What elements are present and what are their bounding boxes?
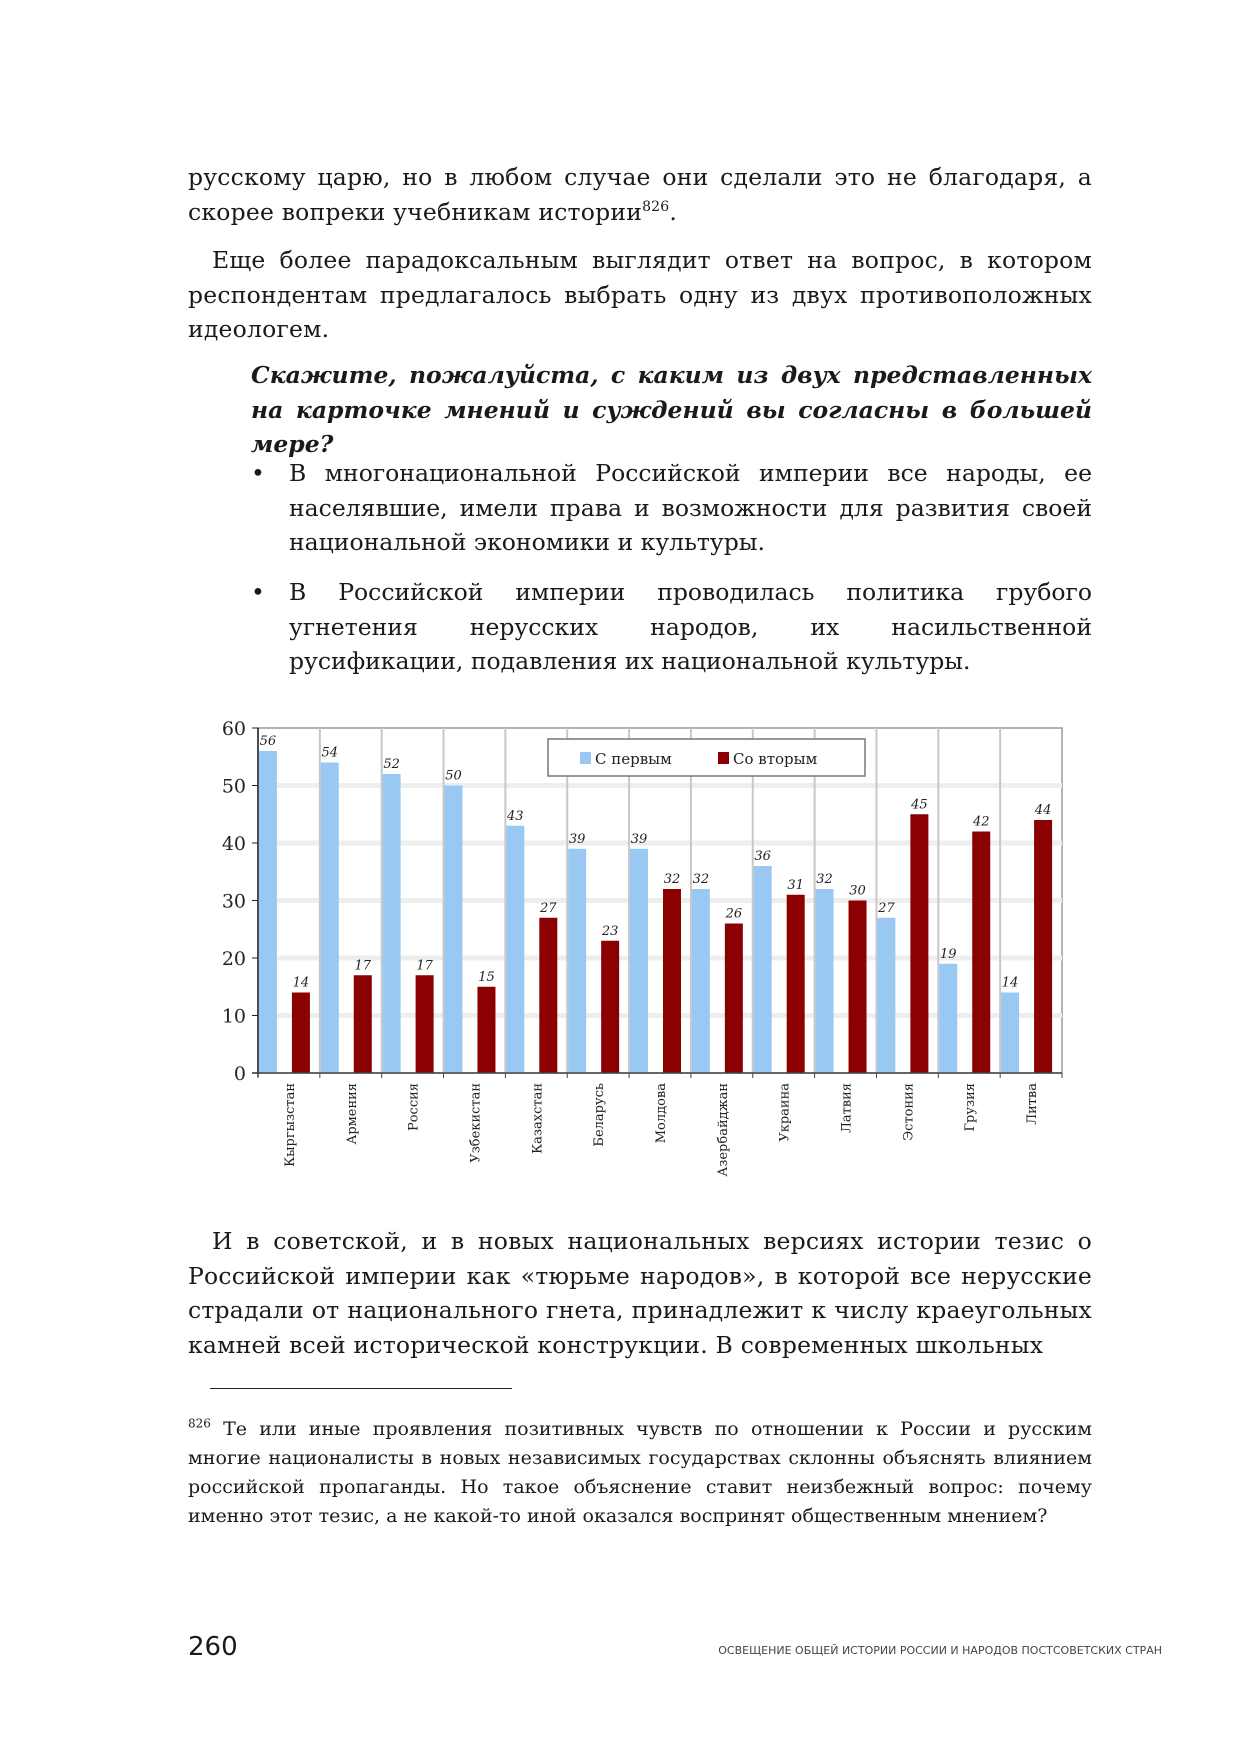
data-label: 30 (849, 883, 866, 899)
data-label: 32 (663, 872, 681, 887)
legend-label: С первым (595, 750, 672, 768)
y-tick-label: 40 (221, 833, 246, 855)
answer-option-1 (251, 456, 1092, 560)
x-tick-label: Армения (344, 1083, 360, 1145)
bar-second (1034, 820, 1052, 1073)
data-label: 50 (445, 768, 462, 784)
data-label: 23 (601, 923, 619, 939)
bar-first (630, 849, 648, 1073)
data-label: 26 (725, 906, 743, 922)
x-tick-label: Молдова (654, 1083, 669, 1144)
bar-second (972, 832, 990, 1074)
running-title: ОСВЕЩЕНИЕ ОБЩЕЙ ИСТОРИИ РОССИИ И НАРОДОВ ПОСТСОВЕТСКИХ СТРАН (718, 1644, 1162, 1657)
data-label: 14 (1001, 975, 1019, 991)
y-tick-label: 10 (221, 1005, 246, 1028)
answer-option-2 (251, 575, 1092, 679)
y-tick-label: 20 (221, 948, 246, 970)
bar-second (663, 889, 681, 1073)
footnote-number: 826 (188, 1416, 211, 1431)
bar-first (1001, 993, 1019, 1074)
x-tick-label: Украина (777, 1083, 793, 1142)
paragraph-2: Еще более парадоксальным выглядит ответ на вопрос, в котором респондентам предлагалось выбрать одну из двух противоположных идеологем. (188, 246, 1092, 343)
footnote-text: Те или иные проявления позитивных чувств по отношении к России и русским многие националисты в новых независимых государствах склонны объяснять влиянием российской пропаганды. Но такое объяснение ставит неизбежный вопрос: почему именно этот тезис, а не какой-то иной оказался воспринят общественным мнением? (188, 1418, 1092, 1527)
answer-option-1-text: В многонациональной Российской империи все народы, ее населявшие, имели права и возможности для развития своей национальной экономики и культуры. (289, 459, 1092, 556)
bar-first (877, 918, 895, 1073)
paragraph-3: И в советской, и в новых национальных версиях истории тезис о Российской империи как «тюрьме народов», в которой все нерусские страдали от национального гнета, принадлежит к числу краеугольных камней всей исторической конструкции. В современных школьных (188, 1227, 1092, 1359)
x-tick-label: Эстония (901, 1083, 917, 1141)
data-label: 14 (292, 975, 310, 991)
bar-second (292, 993, 310, 1074)
bullet-icon: • (251, 459, 265, 487)
x-tick-label: Литва (1025, 1083, 1041, 1125)
data-label: 45 (911, 797, 928, 813)
paragraph-1 (188, 160, 1092, 229)
legend-label: Со вторым (733, 750, 818, 768)
footnote-reference[interactable]: 826 (642, 198, 670, 215)
bar-chart (200, 705, 1080, 1205)
bar-first (259, 751, 277, 1073)
data-label: 39 (630, 831, 648, 847)
x-tick-label: Россия (406, 1083, 422, 1132)
data-label: 43 (507, 808, 524, 824)
legend (548, 739, 865, 776)
bar-first (321, 763, 339, 1074)
data-label: 54 (321, 745, 339, 761)
bar-first (383, 774, 401, 1073)
legend-swatch-icon (718, 752, 729, 764)
bar-second (601, 941, 619, 1073)
bar-first (754, 866, 772, 1073)
x-tick-label: Латвия (839, 1083, 855, 1133)
bar-first (939, 964, 957, 1073)
bar-first (568, 849, 586, 1073)
bar-second (787, 895, 805, 1073)
page-number: 260 (188, 1632, 238, 1662)
data-label: 56 (259, 734, 277, 749)
footnote-divider (210, 1388, 512, 1389)
data-label: 32 (816, 872, 833, 887)
bar-first (816, 889, 834, 1073)
bullet-icon: • (251, 578, 265, 606)
bar-second (477, 987, 495, 1073)
bar-first (506, 826, 524, 1073)
x-tick-label: Беларусь (592, 1083, 608, 1147)
bar-first (692, 889, 710, 1073)
bar-first (444, 786, 462, 1074)
x-tick-label: Азербайджан (715, 1083, 731, 1177)
data-label: 27 (878, 900, 895, 916)
data-label: 17 (416, 958, 433, 974)
x-tick-label: Узбекистан (468, 1083, 484, 1163)
footnote (188, 1415, 1092, 1531)
x-tick-label: Казахстан (530, 1083, 546, 1154)
data-label: 32 (692, 872, 710, 887)
y-tick-label: 0 (233, 1063, 246, 1085)
paragraph-1-end: . (669, 197, 678, 226)
data-label: 36 (754, 849, 771, 864)
bar-second (910, 814, 928, 1073)
data-label: 15 (478, 969, 495, 985)
survey-question: Скажите, пожалуйста, с каким из двух представленных на карточке мнений и суждений вы согласны в большей мере? (251, 361, 1092, 458)
data-label: 42 (972, 814, 990, 830)
data-label: 39 (568, 831, 586, 847)
paragraph-1-text: русскому царю, но в любом случае они сделали это не благодаря, а скорее вопреки учебникам истории (188, 163, 1092, 226)
answer-option-2-text: В Российской империи проводилась политика грубого угнетения нерусских народов, их насильственной русификации, подавления их национальной культуры. (289, 578, 1092, 675)
bar-second (416, 975, 434, 1073)
y-tick-label: 60 (221, 718, 246, 740)
bar-second (849, 901, 867, 1074)
y-tick-label: 30 (221, 890, 246, 913)
data-label: 44 (1034, 803, 1052, 818)
x-tick-label: Кыргызстан (282, 1083, 298, 1167)
y-tick-label: 50 (221, 775, 246, 798)
bar-second (354, 975, 372, 1073)
data-label: 31 (787, 877, 804, 893)
data-label: 52 (383, 757, 400, 772)
bar-second (539, 918, 557, 1073)
x-tick-label: Грузия (963, 1083, 979, 1132)
data-label: 27 (540, 900, 557, 916)
data-label: 17 (354, 958, 372, 974)
bar-second (725, 924, 743, 1074)
legend-swatch-icon (580, 752, 591, 764)
data-label: 19 (939, 946, 957, 962)
